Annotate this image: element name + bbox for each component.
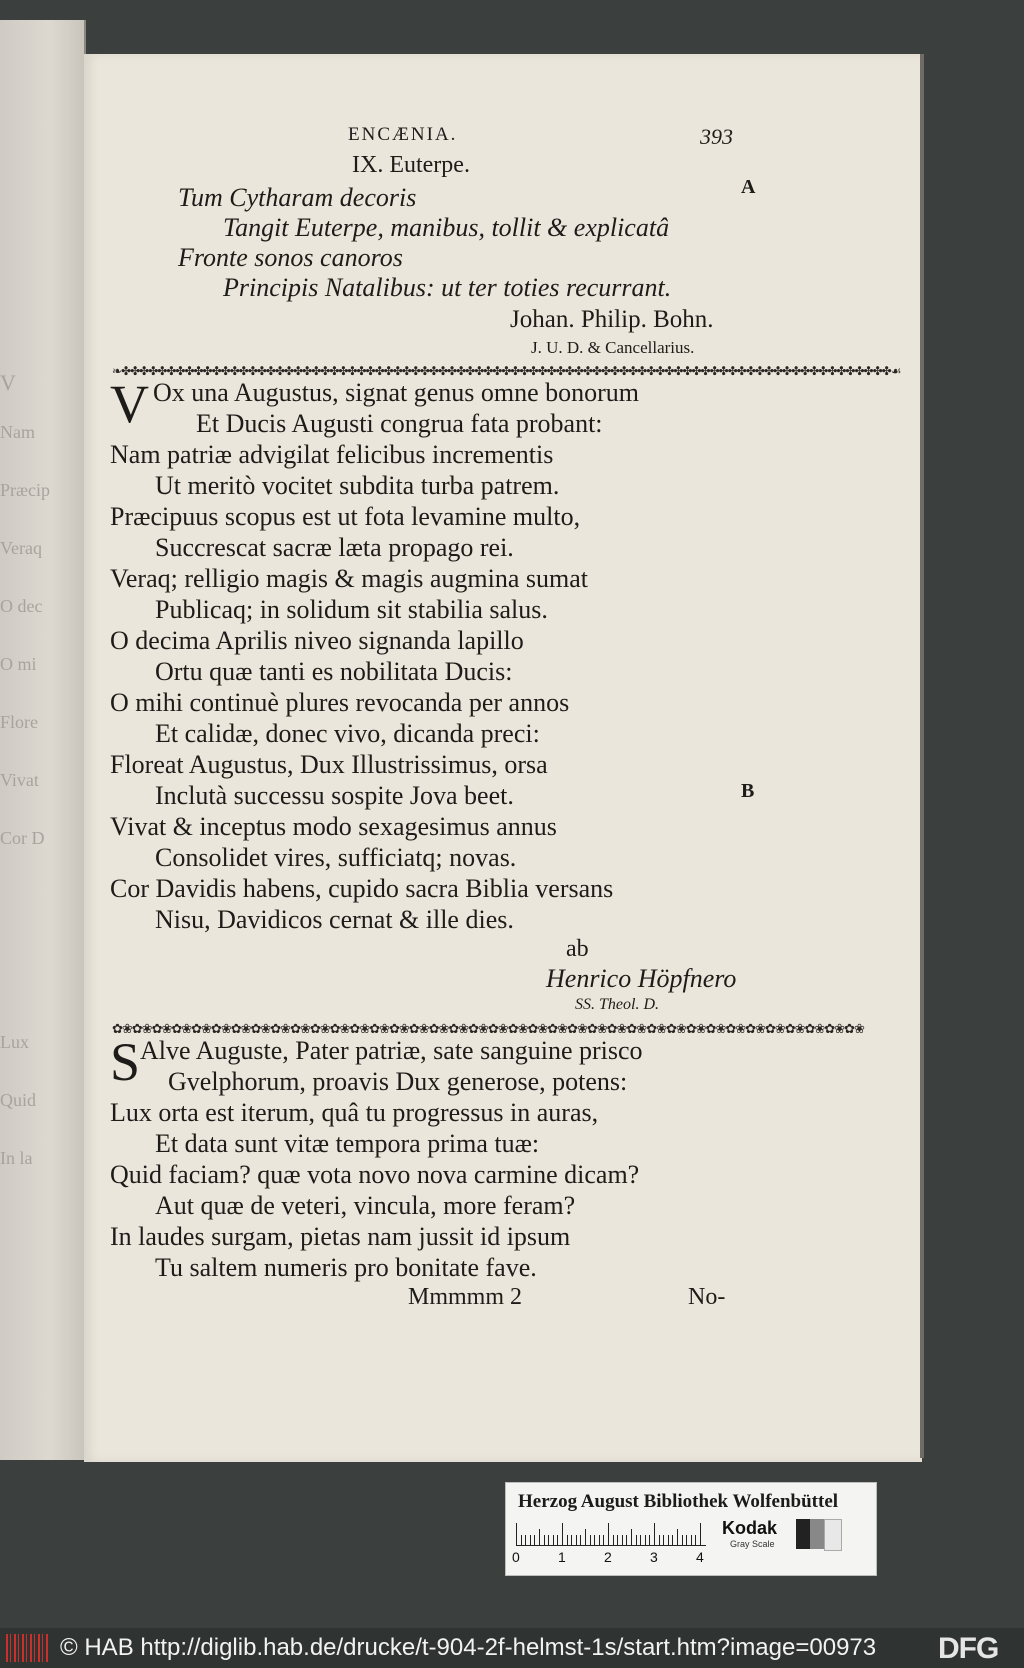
ruler-tick [576,1535,577,1545]
bleed-through-text: O dec [0,596,43,616]
author-title: J. U. D. & Cancellarius. [531,338,695,357]
verse-line: Principis Natalibus: ut ter toties recurrant. [223,273,672,302]
bleed-through-text: O mi [0,654,37,674]
ruler-tick [585,1529,586,1545]
dfg-logo: DFG [938,1632,999,1665]
footer-bar [0,1628,1024,1668]
verse-line: Ortu quæ tanti es nobilitata Ducis: [155,657,513,686]
left-page-edge [0,20,86,1460]
ruler-tick [645,1535,646,1545]
ruler-tick [516,1523,517,1545]
gray-patch [810,1519,824,1549]
ruler-tick [663,1535,664,1545]
bleed-through-text: Flore [0,712,38,732]
bleed-through-text: Cor D [0,828,45,848]
verse-line: O mihi continuè plures revocanda per annos [110,688,570,717]
ruler-tick [590,1535,591,1545]
bleed-through-text: Nam [0,422,35,442]
ruler-tick [677,1529,678,1545]
library-name: Herzog August Bibliothek Wolfenbüttel [518,1491,839,1512]
ruler-tick [594,1535,595,1545]
ruler-tick [562,1523,563,1545]
ruler-tick [599,1535,600,1545]
ruler-label: 4 [696,1549,704,1565]
verse-line: Lux orta est iterum, quâ tu progressus in auras, [110,1098,599,1127]
verse-line: Inclutà successu sospite Jova beet. [155,781,514,810]
ornamental-rule: ✿❀✿❀✿❀✿❀✿❀✿❀✿❀✿❀✿❀✿❀✿❀✿❀✿❀✿❀✿❀✿❀✿❀✿❀✿❀✿❀✿❀✿❀✿❀✿❀✿❀✿❀✿❀✿❀✿❀✿❀✿❀✿❀✿❀✿❀✿❀✿❀✿❀✿❀ [112,1022,864,1037]
margin-mark-b: B [741,780,755,802]
verse-line: Nam patriæ advigilat felicibus incrementis [110,440,554,469]
gray-scale-label: Gray Scale [730,1539,775,1549]
ornamental-rule: ❧✤✤✤✤✤✤✤✤✤✤✤✤✤✤✤✤✤✤✤✤✤✤✤✤✤✤✤✤✤✤✤✤✤✤✤✤✤✤✤✤✤✤✤✤✤✤✤✤✤✤✤✤✤✤✤✤✤✤✤✤✤✤✤✤✤✤✤✤✤✤✤✤✤✤✤✤✤✤✤✤✤✤✤✤✤☙ [112,364,901,378]
section-title: IX. Euterpe. [352,152,470,178]
ruler-tick [626,1535,627,1545]
bleed-through-text: Lux [0,1032,29,1052]
running-header: ENCÆNIA. [348,124,458,145]
ruler-tick [700,1523,701,1545]
verse-line: Tangit Euterpe, manibus, tollit & explicatâ [223,213,670,242]
ruler-label: 1 [558,1549,566,1565]
catchword: No- [688,1284,726,1310]
attribution-ab: ab [566,936,589,962]
ruler-tick [668,1535,669,1545]
ruler-tick [649,1535,650,1545]
ruler-tick [640,1535,641,1545]
verse-line: Aut quæ de veteri, vincula, more feram? [155,1191,576,1220]
verse-line: O decima Aprilis niveo signanda lapillo [110,626,524,655]
margin-mark-a: A [741,176,756,198]
verse-line: Floreat Augustus, Dux Illustrissimus, orsa [110,750,548,779]
ruler-tick [613,1535,614,1545]
ruler-tick [682,1535,683,1545]
scan-color-target [505,1482,877,1576]
bleed-through-text: Veraq [0,538,42,558]
drop-cap-initial: V [110,374,149,434]
ruler-tick [603,1535,604,1545]
verse-line: Tum Cytharam decoris [178,183,417,212]
ruler-tick [553,1535,554,1545]
verse-line: Veraq; relligio magis & magis augmina sumat [110,564,589,593]
ruler-tick [525,1535,526,1545]
verse-line: Fronte sonos canoros [178,243,403,272]
bleed-through-text: In la [0,1148,33,1168]
ruler-tick [691,1535,692,1545]
ruler-tick [544,1535,545,1545]
verse-line: Et calidæ, donec vivo, dicanda preci: [155,719,540,748]
page-number: 393 [700,124,733,149]
ruler-tick [534,1535,535,1545]
kodak-logo: Kodak [722,1518,778,1538]
author-signature: Henrico Höpfnero [546,964,737,993]
bleed-through-text: Quid [0,1090,36,1110]
verse-line: Publicaq; in solidum sit stabilia salus. [155,595,548,624]
ruler-tick [530,1535,531,1545]
ruler-tick [539,1529,540,1545]
bleed-through-text: V [0,370,16,395]
verse-line: Ut meritò vocitet subdita turba patrem. [155,471,560,500]
verse-line: Succrescat sacræ læta propago rei. [155,533,514,562]
verse-line: Nisu, Davidicos cernat & ille dies. [155,905,514,934]
ruler-tick [686,1535,687,1545]
verse-line: Alve Auguste, Pater patriæ, sate sanguine prisco [140,1036,643,1065]
barcode-icon [6,1634,48,1662]
verse-line: In laudes surgam, pietas nam jussit id ipsum [110,1222,571,1251]
ruler-tick [622,1535,623,1545]
ruler-tick [557,1535,558,1545]
ruler-tick [521,1535,522,1545]
bleed-through-text: Præcip [0,480,51,500]
ruler-label: 2 [604,1549,612,1565]
bleed-through-text: Vivat [0,770,39,790]
gray-patch [824,1519,842,1551]
source-link[interactable]: © HAB http://diglib.hab.de/drucke/t-904-2f-helmst-1s/start.htm?image=00973 [60,1634,877,1661]
verse-line: Vivat & inceptus modo sexagesimus annus [110,812,557,841]
signature-mark: Mmmmm 2 [408,1284,523,1310]
ruler-label: 0 [512,1549,520,1565]
ruler-tick [654,1523,655,1545]
author-signature: Johan. Philip. Bohn. [510,306,714,333]
verse-line: Quid faciam? quæ vota novo nova carmine dicam? [110,1160,640,1189]
ruler-tick [567,1535,568,1545]
verse-line: Cor Davidis habens, cupido sacra Biblia versans [110,874,614,903]
ruler-tick [548,1535,549,1545]
ruler-label: 3 [650,1549,658,1565]
ruler-tick [695,1535,696,1545]
ruler-tick [571,1535,572,1545]
gray-patch [796,1519,810,1549]
ruler-tick [580,1535,581,1545]
drop-cap-initial: S [110,1032,141,1092]
ruler-tick [617,1535,618,1545]
ruler-tick [672,1535,673,1545]
verse-line: Consolidet vires, sufficiatq; novas. [155,843,517,872]
ruler-tick [608,1523,609,1545]
ruler-tick [631,1529,632,1545]
verse-line: Et data sunt vitæ tempora prima tuæ: [155,1129,540,1158]
verse-line: Et Ducis Augusti congrua fata probant: [196,409,603,438]
verse-line: Præcipuus scopus est ut fota levamine multo, [110,502,581,531]
scale-ruler [516,1521,706,1546]
verse-line: Tu saltem numeris pro bonitate fave. [155,1253,537,1282]
verse-line: Gvelphorum, proavis Dux generose, potens: [168,1067,628,1096]
ruler-tick [636,1535,637,1545]
verse-line: Ox una Augustus, signat genus omne bonorum [153,378,640,407]
page-edge [920,54,924,1458]
ruler-tick [659,1535,660,1545]
author-title: SS. Theol. D. [575,996,659,1013]
